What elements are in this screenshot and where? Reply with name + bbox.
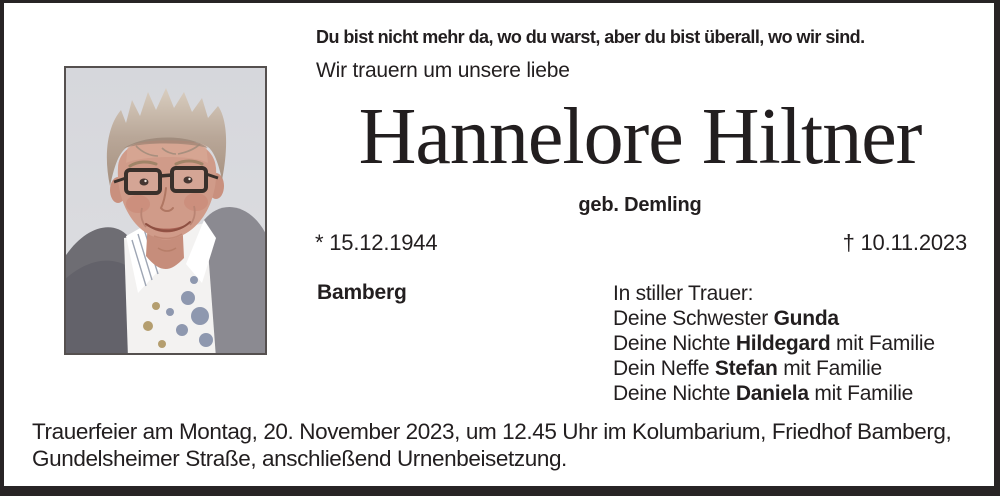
epitaph-quote: Du bist nicht mehr da, wo du warst, aber du bist überall, wo wir sind. — [316, 27, 865, 47]
mourner-name: Hildegard — [735, 332, 831, 355]
life-dates — [315, 230, 967, 256]
mourner-line — [613, 331, 983, 356]
funeral-info — [32, 419, 982, 472]
mourners-list — [613, 281, 983, 406]
funeral-info-line2: Gundelsheimer Straße, anschließend Urnenbeisetzung. — [32, 445, 567, 471]
mourner-name: Daniela — [735, 382, 809, 405]
funeral-info-line1: Trauerfeier am Montag, 20. November 2023, um 12.45 Uhr im Kolumbarium, Friedhof Bamberg, — [32, 419, 952, 444]
portrait-illustration — [66, 68, 265, 353]
mourners-heading: In stiller Trauer: — [613, 282, 754, 305]
mourner-line — [613, 306, 983, 331]
frame-border-bottom — [0, 486, 1000, 496]
maiden-name: geb. Demling — [578, 194, 702, 216]
deceased-name: Hannelore Hiltner — [358, 93, 922, 181]
portrait-photo — [64, 66, 267, 355]
mourner-line — [613, 356, 983, 381]
intro-line: Wir trauern um unsere liebe — [316, 59, 570, 82]
mourner-name: Stefan — [714, 357, 778, 380]
mourner-line — [613, 381, 983, 406]
mourner-relation: Deine Schwester — [613, 307, 774, 330]
frame-border-left — [0, 0, 4, 496]
mourner-relation: Deine Nichte — [613, 332, 736, 355]
mourner-suffix: mit Familie — [808, 382, 914, 405]
mourner-suffix: mit Familie — [777, 357, 882, 380]
birth-date: * 15.12.1944 — [315, 230, 438, 255]
mourner-relation: Deine Nichte — [613, 382, 736, 405]
frame-border-top — [0, 0, 1000, 3]
mourner-suffix: mit Familie — [830, 332, 935, 355]
mourner-relation: Dein Neffe — [613, 357, 715, 380]
frame-border-right — [994, 0, 1000, 496]
city-label: Bamberg — [317, 281, 407, 304]
mourner-name: Gunda — [773, 307, 839, 330]
death-date: † 10.11.2023 — [842, 230, 967, 255]
